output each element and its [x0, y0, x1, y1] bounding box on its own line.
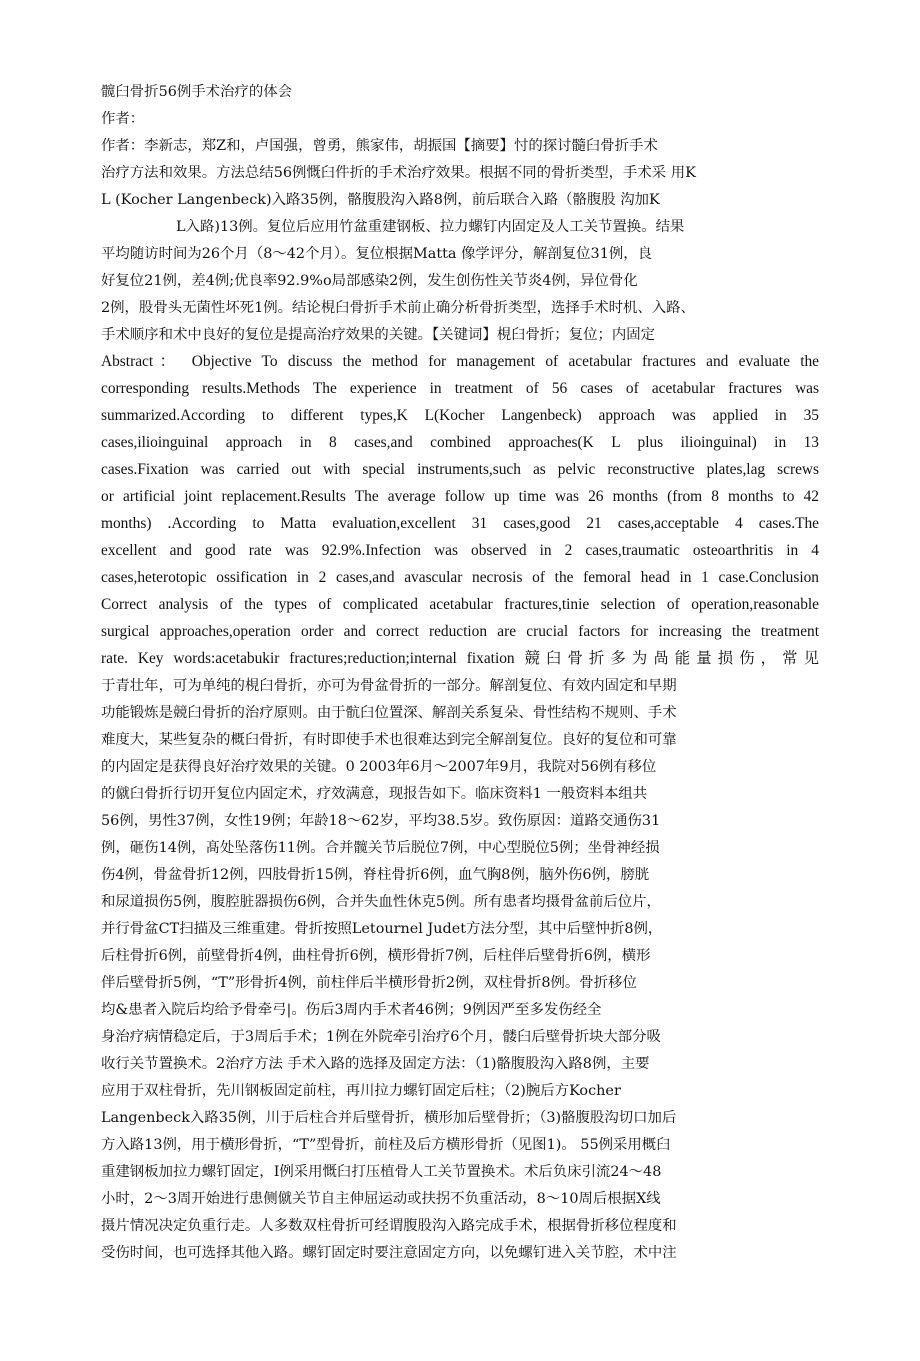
- text-line: 例，砸伤14例，髙处坠落伤11例。合并髋关节后脱位7例，中心型脱位5例；坐骨神经损: [101, 840, 660, 856]
- abstract-line: months) .According to Matta evaluation,excellent 31 cases,good 21 cases,acceptable 4 cases.The: [101, 515, 819, 532]
- abstract-line: cases.Fixation was carried out with special instruments,such as pelvic reconstructive plates,lag screws: [101, 461, 819, 478]
- text-line: 摄片情况决定负重行走。人多数双柱骨折可经谓腹股沟入路完成手术，根据骨折移位程度和: [101, 1218, 677, 1234]
- text-line: 治疗方法和效果。方法总结56例慨臼件折的手术治疗效果。根据不同的骨折类型，手术采 用K: [101, 165, 696, 181]
- text-line: 并行骨盆CT扫描及三维重建。骨折按照Letournel Judet方法分型，其中后壁忡折8例，: [101, 921, 663, 937]
- text-line: L入路)13例。复位后应用竹盆重建钢板、拉力螺钉内固定及人工关节置换。结果: [176, 219, 685, 235]
- text-line: 和尿道损伤5例，腹腔脏器损伤6例，合并失血性休克5例。所有患者均摄骨盆前后位片，: [101, 894, 661, 910]
- text-line: L (Kocher Langenbeck)入路35例，骼腹股沟入路8例，前后联合入路（骼腹股 沟加K: [101, 192, 660, 208]
- text-line: 平均随访时间为26个月（8〜42个月）。复位根据Matta 像学评分，解剖复位31例，良: [101, 246, 653, 262]
- abstract-line: rate. Key words:acetabukir fractures;reduction;internal fixation 競臼骨折多为咼能量损伤，常见: [101, 650, 819, 667]
- abstract-line: excellent and good rate was 92.9%.Infection was observed in 2 cases,traumatic osteoarthritis in 4: [101, 542, 819, 559]
- text-line: 应用于双柱骨折，先川钢板固定前柱，再川拉力螺钉固定后柱；（2)腕后方Kocher: [101, 1083, 621, 1099]
- text-line: 收行关节置换术。2治疗方法 手术入路的选择及固定方法：（1)骼腹股沟入路8例，主要: [101, 1056, 650, 1072]
- text-line: 作者：李新志，郑Z和，卢国强，曾勇，熊家伟，胡振国【摘要】忖的探讨髓臼骨折手术: [101, 138, 658, 154]
- abstract-line: summarized.According to different types,K L(Kocher Langenbeck) approach was applied in 35: [101, 407, 819, 424]
- abstract-line: or artificial joint replacement.Results The average follow up time was 26 months (from 8 months to 42: [101, 488, 819, 505]
- text-line: 好复位21例，差4例;优良率92.9%o局部感染2例，发生创伤性关节炎4例，异位骨化: [101, 273, 638, 289]
- text-line: 于青壮年，可为单纯的梘臼骨折，亦可为骨盆骨折的一部分。解剖复位、有效内固定和早期: [101, 678, 677, 694]
- abstract-line: cases,heterotopic ossification in 2 cases,and avascular necrosis of the femoral head in 1 case.Conclusion: [101, 569, 819, 586]
- author-label: 作者：: [101, 111, 145, 127]
- text-line: 功能锻炼是競臼骨折的治疗原则。由于骯臼位置深、解剖关系复朵、骨性结构不规则、手术: [101, 705, 677, 721]
- text-line: 难度大，某些复杂的概臼骨折，有时即使手术也很难达到完全解剖复位。良好的复位和可靠: [101, 732, 677, 748]
- text-line: 受伤时间，也可选择其他入路。螺钉固定时要注意固定方向，以免螺钉进入关节腔，术中注: [101, 1245, 677, 1261]
- text-line: 后柱骨折6例，前壁骨折4例，曲柱骨折6例，横形骨折7例，后柱伴后壁骨折6例，横形: [101, 948, 651, 964]
- text-line: 伴后壁骨折5例，“T”形骨折4例，前柱伴后半横形骨折2例，双柱骨折8例。骨折移位: [101, 975, 637, 991]
- text-line: 56例，男性37例，女性19例；年龄18〜62岁，平均38.5岁。致伤原因：道路交通伤31: [101, 813, 661, 829]
- abstract-line: Correct analysis of the types of complicated acetabular fractures,tinie selection of operation,reasonable: [101, 596, 819, 613]
- text-line: 手术顺序和术中良好的复位是提高治疗效果的关键。【关键词】梘臼骨折；复位；内固定: [101, 327, 656, 343]
- text-line: 小时，2〜3周开始进行患侧僦关节自主伸屈运动或扶拐不负重活动，8〜10周后根据X线: [101, 1191, 661, 1207]
- abstract-line: corresponding results.Methods The experience in treatment of 56 cases of acetabular fractures was: [101, 380, 819, 397]
- abstract-line: cases,ilioinguinal approach in 8 cases,and combined approaches(K L plus ilioinguinal) in 13: [101, 434, 819, 451]
- document-title: 髋臼骨折56例手术治疗的体会: [101, 84, 292, 100]
- text-line: 的僦臼骨折行切开复位内固定术，疗效满意，现报告如下。临床资料1 一般资料本组共: [101, 786, 648, 802]
- text-line: 身治疗病情稳定后，于3周后手术；1例在外院牵引治疗6个月，髅臼后壁骨折块大部分吸: [101, 1029, 661, 1045]
- text-line: 伤4例，骨盆骨折12例，四肢骨折15例，脊柱骨折6例，血气胸8例，脑外伤6例，膀胱: [101, 867, 650, 883]
- text-line: 均&患者入院后均给予骨牵弓|。伤后3周内手术者46例；9例因严至多发伤经全: [101, 1002, 602, 1018]
- text-line: 方入路13例，用于横形骨折，“T”型骨折，前柱及后方横形骨折（见图1)。 55例采用概臼: [101, 1137, 671, 1153]
- abstract-line: Abstract： Objective To discuss the method for management of acetabular fractures and evaluate the: [101, 353, 819, 370]
- abstract-line: surgical approaches,operation order and correct reduction are crucial factors for increasing the treatment: [101, 623, 819, 640]
- text-line: 重建钢板加拉力螺钉固定，I例采用慨臼打压植骨人工关节置换术。术后负床引流24〜48: [101, 1164, 662, 1180]
- text-line: 2例，股骨头无菌性坏死1例。结论梘臼骨折手术前止确分析骨折类型，选择手术时机、入路、: [101, 300, 695, 316]
- text-line: 的内固定是获得良好治疗效果的关键。0 2003年6月〜2007年9月，我院对56例有移位: [101, 759, 657, 775]
- text-line: Langenbeck入路35例，川于后柱合并后壁骨折，横形加后壁骨折；（3)骼腹股沟切口加后: [101, 1110, 677, 1126]
